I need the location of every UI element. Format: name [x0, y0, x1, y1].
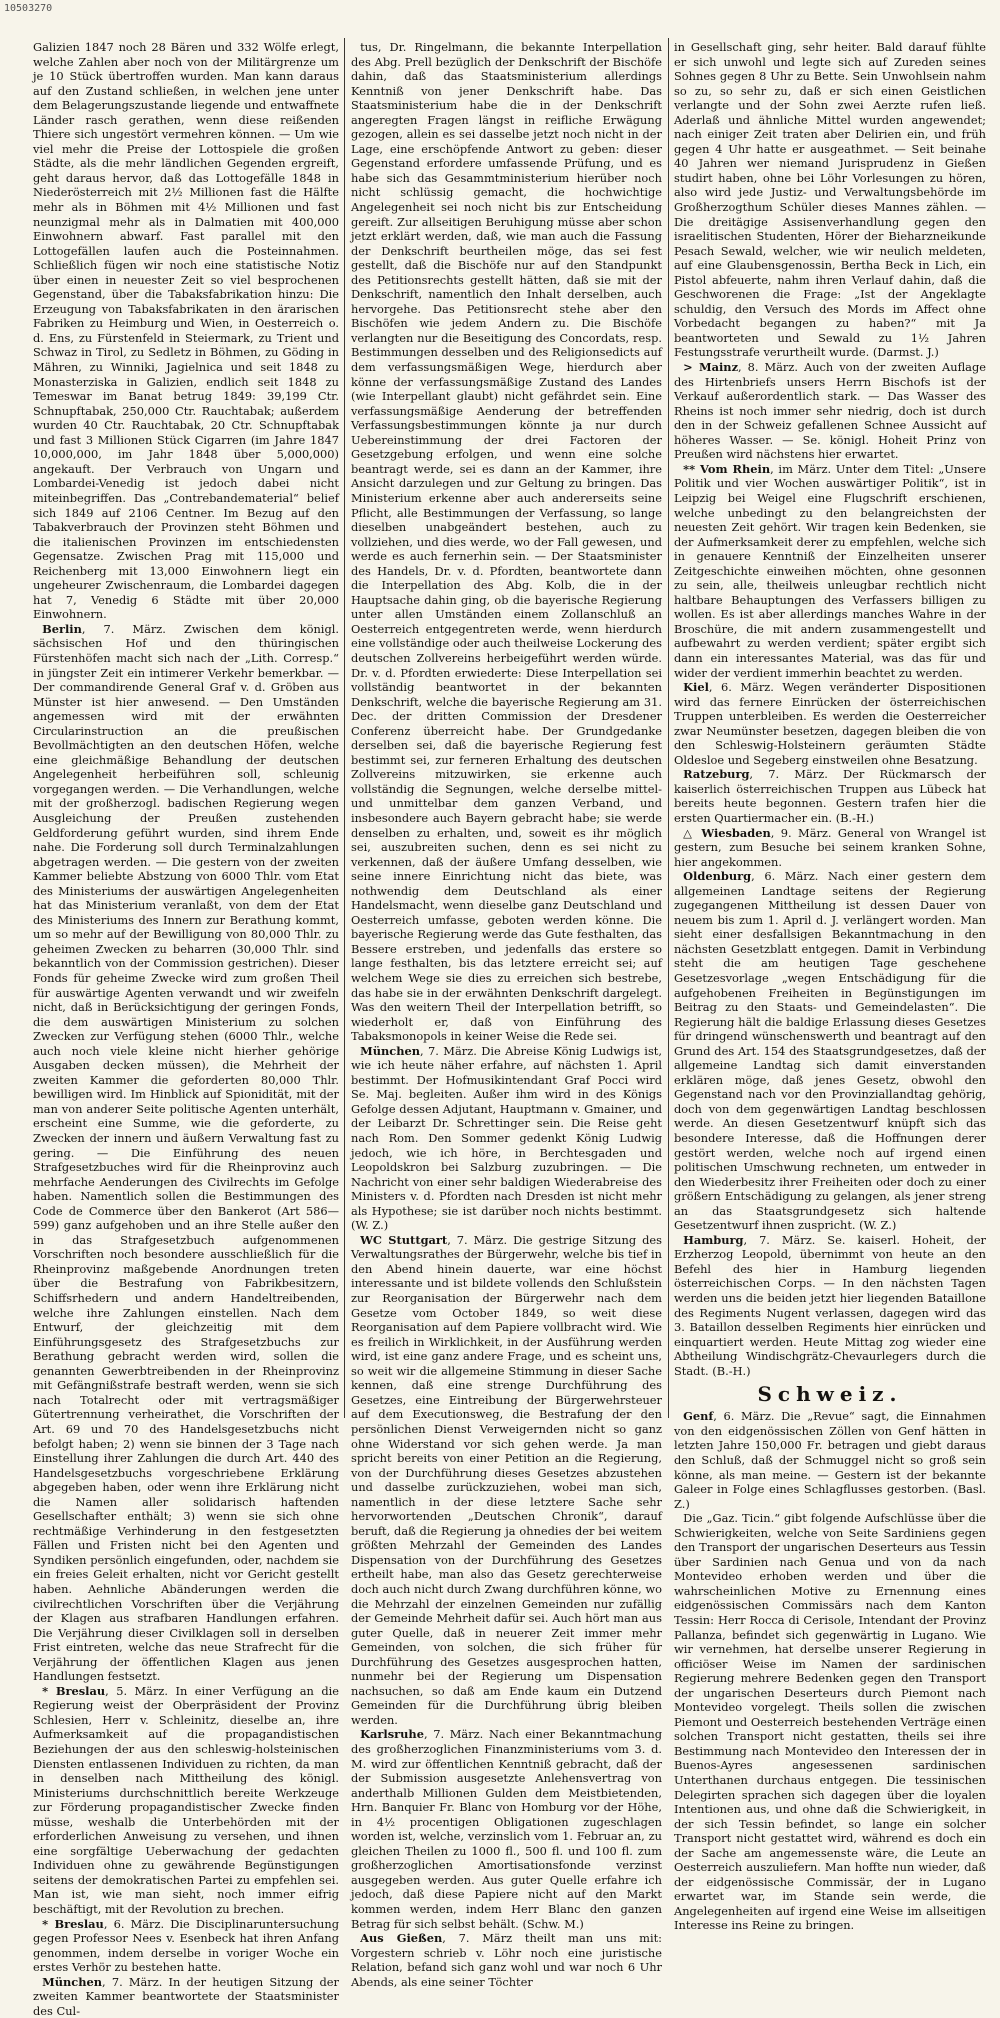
paragraph-text: , 7. März. In der heutigen Sitzung der zweiten Kammer beantwortete der Staatsminister des Cul-	[33, 1974, 339, 2018]
column-rule	[344, 38, 345, 1418]
article-paragraph	[33, 40, 339, 622]
paragraph-text: , 7. März. Nach einer Bekanntmachung des großherzoglichen Finanzministeriums vom 3. d. M. wird zur öffentlichen Kenntniß gebracht, daß der der Submission ausgesetzte Anlehensvertrag von anderthalb Millionen Gulden dem Meistbietenden, Hrn. Banquier Fr. Blanc von Homburg vor der Höhe, in 4½ procentigen Obligationen zugeschlagen worden ist, welche, verzinslich vom 1. Februar an, zu gleichen Theilen zu 1000 fl., 500 fl. und 100 fl. zum großherzoglichen Amortisationsfonde verzinst ausgegeben werden. Aus guter Quelle erfahre ich jedoch, daß diese Papiere nicht auf den Markt kommen werden, indem Herr Blanc den ganzen Betrag für sich selbst behält. (Schw. M.)	[351, 1727, 662, 1931]
dateline-place: Aus Gießen	[360, 1931, 443, 1946]
article-paragraph	[674, 462, 986, 680]
paragraph-text: , 7. März. Der Rückmarsch der kaiserlich österreichischen Truppen aus Lübeck hat bereits heute begonnen. Gestern trafen hier die ersten Quartiermacher ein. (B.-H.)	[674, 767, 986, 825]
dateline-place: > Mainz	[683, 360, 739, 375]
text-column-3	[674, 40, 987, 1933]
dateline-place: Karlsruhe	[360, 1727, 424, 1742]
dateline-place: München	[42, 1974, 103, 1989]
paragraph-text: , im März. Unter dem Titel: „Unsere Politik und vier Wochen auswärtiger Politik“, ist in Leipzig bei Weigel eine Flugschrift erschienen, welche unbedingt zu den belangreichsten der neuesten Zeit gehört. Wir tragen kein Bedenken, sie der Aufmerksamkeit derer zu empfehlen, welche sich in genauere Kenntniß der Einzelheiten unserer Zeitgeschichte einweihen möchten, ohne gesonnen zu sein, alle, theilweis unleugbar rechtlich nicht haltbare Behauptungen des Verfassers billigen zu wollen. Es ist aber allerdings manches Wahre in der Broschüre, die mit andern zusammengestellt und aufbewahrt zu werden verdient; später ergibt sich dann ein interessantes Material, was das für und wider der verdient immerhin beachtet zu werden.	[674, 461, 986, 680]
article-paragraph	[674, 680, 986, 767]
article-paragraph	[674, 360, 986, 462]
paragraph-text: , 9. März. General von Wrangel ist gestern, zum Besuche bei seinem kranken Sohne, hier angekommen.	[674, 825, 986, 869]
article-paragraph	[33, 1917, 339, 1975]
article-paragraph	[351, 1727, 662, 1931]
text-column-2	[351, 40, 663, 1989]
article-paragraph	[674, 767, 986, 825]
page-id: 10503270	[4, 3, 53, 14]
paragraph-text: , 7. März. Die gestrige Sitzung des Verwaltungsrathes der Bürgerwehr, welche bis tief in den Abend hinein dauerte, war eine höchst interessante und ist bildete vollends den Schlußstein zur Reorganisation der Bürgerwehr nach dem Gesetze vom October 1849, so weit diese Reorganisation auf dem Papiere vollbracht wird. Wie es freilich in Wirklichkeit, in der Ausführung werden wird, ist eine ganz andere Frage, und es scheint uns, so weit wir die allgemeine Stimmung in dieser Sache kennen, daß eine strenge Durchführung des Gesetzes, eine Eintreibung der Bürgerwehrsteuer auf dem Executionsweg, die Bestrafung der den persönlichen Dienst Verweigernden nicht so ganz ohne Widerstand vor sich gehen werde. Ja man spricht bereits von einer Petition an die Regierung, von der Durchführung dieses Gesetzes abzustehen und dasselbe zurückzuziehen, wobei man sich, namentlich in der diese letztere Sache sehr hervorwortenden „Deutschen Chronik“, darauf beruft, daß die Regierung ja ohnedies der bei weitem größten Mehrzahl der Gemeinden des Landes Dispensation von der Durchführung des Gesetzes ertheilt habe, man also das Gesetz gerechterweise doch auch nicht durch Zwang durchführen könne, wo die Mehrzahl der einzelnen Gemeinden nur zufällig der Gemeinde Mehrheit dafür sei. Auch hört man aus guter Quelle, daß in neuerer Zeit immer mehr Gemeinden, von solchen, die sich früher für Durchführung des Gesetzes ausgesprochen hatten, nunmehr bei der Regierung um Dispensation nachsuchen, so daß am Ende kaum ein Dutzend Gemeinden für die Durchführung übrig bleiben werden.	[351, 1232, 662, 1727]
dateline-place: * Breslau	[42, 1916, 104, 1931]
article-paragraph	[33, 622, 339, 1684]
paragraph-text: , 6. März. Nach einer gestern dem allgemeinen Landtage seitens der Regierung zugegangenen Mittheilung ist dessen Dauer von neuem bis zum 1. April d. J. verlängert worden. Man sieht einer desfallsigen Bekanntmachung in den nächsten Gesetzblatt entgegen. Damit in Verbindung steht die am heutigen Tage geschehene Gesetzesvorlage „wegen Entschädigung für die aufgehobenen Freiheiten in Begünstigungen im Beitrag zu den Staats- und Gemeindelasten“. Die Regierung hält die baldige Erlassung dieses Gesetzes für dringend wünschenswerth und beantragt auf den Grund des Art. 154 des Staatsgrundgesetzes, daß der allgemeine Landtag sich damit einverstanden erklären möge, daß jenes Gesetz, obwohl den Gegenstand nach vor den Provinziallandtag gehörig, doch von dem gegenwärtigen Landtag beschlossen werde. An diesen Gesetzentwurf knüpft sich das besondere Interesse, daß die Hoffnungen derer gestört werden, welche noch auf irgend einen politischen Umschwung rechneten, um entweder in den Wiederbesitz ihrer Freiheiten oder doch zu einer größern Entschädigung zu gelangen, als jener streng an das Staatsgrundgesetz sich haltende Gesetzentwurf ihnen zuspricht. (W. Z.)	[674, 869, 986, 1233]
paragraph-text: in Gesellschaft ging, sehr heiter. Bald darauf fühlte er sich unwohl und legte sich auf Zureden seines Sohnes gegen 8 Uhr zu Bette. Sein Unwohlsein nahm so zu, so sehr zu, daß er sich einen Geistlichen verlangte und der Sohn zwei Aerzte rufen ließ. Aderlaß und ähnliche Mittel wurden angewendet; nach einiger Zeit traten aber Delirien ein, und früh gegen 4 Uhr hatte er ausgeathmet. — Seit beinahe 40 Jahren wer niemand Jurisprudenz in Gießen studirt haben, ohne bei Löhr Vorlesungen zu hören, also wird jede Justiz- und Verwaltungsbehörde im Großherzogthum Schüler dieses Mannes zählen. — Die dreitägige Assisenverhandlung gegen den israelitischen Studenten, Hörer der Bieharzneikunde Pesach Sewald, welcher, wie wir neulich meldeten, auf eine Glaubensgenossin, Bertha Beck in Lich, ein Pistol abfeuerte, nahm ihren Verlauf dahin, daß die Geschworenen die Frage: „Ist der Angeklagte schuldig, den Versuch des Mords im Affect ohne Vorbedacht begangen zu haben?“ mit Ja beantworteten und Sewald zu 1½ Jahren Festungsstrafe verurtheilt wurde. (Darmst. J.)	[674, 40, 986, 360]
dateline-place: Kiel	[683, 680, 709, 695]
dateline-place: Oldenburg	[683, 869, 752, 884]
dateline-place: Hamburg	[683, 1232, 744, 1247]
paragraph-text: , 6. März. Wegen veränderter Dispositionen wird das fernere Einrücken der österreichischen Truppen unterbleiben. Es werden die Oesterreicher zwar Neumünster besetzen, dagegen bleiben die von den Schleswig-Holsteinern geräumten Städte Oldesloe und Segeberg einstweilen ohne Besatzung.	[674, 680, 986, 767]
article-paragraph	[674, 1511, 986, 1933]
paragraph-text: , 8. März. Auch von der zweiten Auflage des Hirtenbriefs unsers Herrn Bischofs ist der Verkauf außerordentlich stark. — Das Wasser des Rheins ist noch immer sehr niedrig, doch ist durch den in der Schweiz gefallenen Schnee Aussicht auf höheres Wasser. — Se. königl. Hoheit Prinz von Preußen wird nächstens hier erwartet.	[674, 360, 987, 462]
dateline-place: Ratzeburg	[683, 767, 750, 782]
dateline-place: München	[360, 1043, 421, 1058]
dateline-place: * Breslau	[42, 1683, 106, 1698]
paragraph-text: , 7. März. Se. kaiserl. Hoheit, der Erzherzog Leopold, übernimmt von heute an den Befehl des hier in Hamburg liegenden österreichischen Corps. — In den nächsten Tagen werden uns die beiden jetzt hier liegenden Bataillone des Regiments Nugent verlassen, dagegen wird das 3. Bataillon desselben Regiments hier einrücken und einquartiert werden. Heute Mittag zog wieder eine Abtheilung Windischgrätz-Chevaurlegers durch die Stadt. (B.-H.)	[674, 1232, 986, 1378]
article-paragraph	[674, 40, 986, 360]
section-heading: Schweiz.	[757, 1382, 903, 1407]
article-paragraph	[351, 1233, 662, 1728]
paragraph-text: , 6. März. Die Disciplinaruntersuchung gegen Professor Nees v. Esenbeck hat ihren Anfang genommen, indem derselbe in voriger Woche ein erstes Verhör zu bestehen hatte.	[33, 1916, 339, 1975]
article-paragraph	[33, 1975, 339, 2018]
article-paragraph	[351, 1044, 662, 1233]
paragraph-text: , 7. März. Zwischen dem königl. sächsischen Hof und den thüringischen Fürstenhöfen macht sich nach der „Lith. Corresp.“ in jüngster Zeit ein intimerer Verkehr bemerkbar. — Der commandirende General Graf v. d. Gröben aus Münster ist hier anwesend. — Den Umständen angemessen wird mit der erwähnten Circularinstruction an die preußischen Bevollmächtigten an den deutschen Höfen, welche eine gleichmäßige Behandlung der deutschen Angelegenheit herbeiführen soll, schleunig vorgegangen werden. — Die Verhandlungen, welche mit der großherzogl. badischen Regierung wegen Ausgleichung der Preußen zustehenden Geldforderung geführt wurden, sind ihrem Ende nahe. Die Forderung soll durch Terminalzahlungen abgetragen werden. — Die gestern von der zweiten Kammer beliebte Abstzung von 6000 Thlr. vom Etat des Ministeriums der auswärtigen Angelegenheiten hat das Ministerium veranlaßt, von dem der Etat des Ministeriums des Innern zur Berathung kommt, um so mehr auf der Bewilligung von 80,000 Thlr. zu geheimen Zwecken zu beharren (30,000 Thlr. sind bekanntlich von der Commission gestrichen). Dieser Fonds für geheime Zwecke wird zum großen Theil für auswärtige Agenten verwandt und wir zweifeln nicht, daß in Berücksichtigung der geringen Fonds, die dem auswärtigen Ministerium zu solchen Zwecken zur Verfügung stehen (6000 Thlr., welche auch noch viele kleine nicht hierher gehörige Ausgaben decken müssen), die Mehrheit der zweiten Kammer die geforderten 80,000 Thlr. bewilligen wird. Im Hinblick auf Spionidität, mit der man von anderer Seite politische Agenten unterhält, erscheint eine Summe, wie die geforderte, zu Zwecken der innern und äußern Verwaltung fast zu gering. — Die Einführung des neuen Strafgesetzbuches wird für die Rheinprovinz auch mehrfache Aenderungen des Civilrechts im Gefolge haben. Namentlich sollen die Bestimmungen des Code de Commerce über den Bankerot (Art 586—599) ganz aufgehoben und an ihre Stelle außer den in das Strafgesetzbuch aufgenommenen Vorschriften noch besondere ausschließlich für die Rheinprovinz maßgebende Anordnungen treten über die Bestrafung von Fabrikbesitzern, Schiffsrhedern und andern Handeltreibenden, welche ihre Zahlungen einstellen. Nach dem Entwurf, der gleichzeitig mit dem Einführungsgesetz des Strafgesetzbuchs zur Berathung gebracht werden wird, sollen die genannten Gewerbtreibenden in der Rheinprovinz mit Gefängnißstrafe bestraft werden, wenn sie sich nach Totalrecht oder mit vertragsmäßiger Gütertrennung verheirathet, die Vorschriften der Art. 69 und 70 des Handelsgesetzbuchs nicht befolgt haben; 2) wenn sie binnen der 3 Tage nach Einstellung ihrer Zahlungen die durch Art. 440 des Handelsgesetzbuchs vorgeschriebene Erklärung abgegeben haben, oder wenn ihre Erklärung nicht die Namen aller solidarisch haftenden Gesellschafter enthält; 3) wenn sie sich ohne rechtmäßige Verhinderung in den festgesetzten Fällen und Fristen nicht bei den Agenten und Syndiken persönlich eingefunden, oder, nachdem sie ein freies Geleit erhalten, nicht vor Gericht gestellt haben. Aehnliche Abänderungen werden die civilrechtlichen Vorschriften über die Verjährung der Klagen aus strafbaren Handlungen erfahren. Die Verjährung dieser Civilklagen soll in derselben Frist eintreten, welche das neue Strafrecht für die Verjährung der öffentlichen Klagen aus jenen Handlungen festsetzt.	[33, 621, 339, 1684]
paragraph-text: Galizien 1847 noch 28 Bären und 332 Wölfe erlegt, welche Zahlen aber noch von der Militärgrenze um je 10 Stück übertroffen wurden. Man kann daraus auf den Zustand schließen, in welchen jene unter dem Belagerungszustande liegende und entwaffnete Länder rasch gerathen, wenn diese reißenden Thiere sich ungestört vermehren können. — Um wie viel mehr die Preise der Lottospiele die großen Städte, als die mehr ländlichen Gegenden ergreift, geht daraus hervor, daß das Lottogefälle 1848 in Niederösterreich mit 2½ Millionen fast die Hälfte mehr als in Böhmen mit 4½ Millionen und fast neunzigmal mehr als in Dalmatien mit 400,000 Einwohnern abwarf. Fast parallel mit den Lottogefällen laufen auch die Posteinnahmen. Schließlich fügen wir noch eine statistische Notiz über einen in neuester Zeit so viel besprochenen Gegenstand, über die Tabaksfabrikation hinzu: Die Erzeugung von Tabaksfabrikaten in den ärarischen Fabriken zu Heimburg und Wien, in Oesterreich o. d. Ens, zu Fürstenfeld in Steiermark, zu Trient und Schwaz in Tirol, zu Sedletz in Böhmen, zu Göding in Mähren, zu Winniki, Jagielnica und seit 1848 zu Monasterziska in Galizien, endlich seit 1848 zu Temeswar im Banat betrug 1849: 39,199 Ctr. Schnupftabak, 250,000 Ctr. Rauchtabak; außerdem wurden 40 Ctr. Rauchtabak, 20 Ctr. Schnupftabak und fast 3 Millionen Stück Cigarren (im Jahre 1847 10,000,000, im Jahr 1848 über 5,000,000) angekauft. Der Verbrauch von Ungarn und Lombardei-Venedig ist jedoch dabei nicht miteinbegriffen. Das „Contrebandematerial“ belief sich 1849 auf 2106 Centner. Im Bezug auf den Tabakverbrauch der Provinzen steht Böhmen und die italienischen Provinzen im entschiedensten Gegensatze. Zwischen Prag mit 115,000 und Reichenberg mit 13,000 Einwohnern liegt ein ungeheurer Zwischenraum, die Lombardei dagegen hat 7, Venedig 6 Städte mit über 20,000 Einwohnern.	[33, 40, 339, 622]
dateline-place: △ Wiesbaden	[683, 825, 771, 840]
article-paragraph	[674, 1409, 986, 1511]
dateline-place: WC Stuttgart	[360, 1232, 448, 1247]
article-paragraph	[33, 1684, 339, 1917]
article-paragraph	[674, 826, 986, 870]
article-paragraph	[674, 869, 986, 1233]
paragraph-text: , 7. März. Die Abreise König Ludwigs ist, wie ich heute näher erfahre, auf nächsten 1. April bestimmt. Der Hofmusikintendant Graf Pocci wird Se. Maj. begleiten. Außer ihm wird in des Königs Gefolge dessen Adjutant, Hauptmann v. Gmainer, und der Leibarzt Dr. Schrettinger sein. Die Reise geht nach Rom. Den Sommer gedenkt König Ludwig jedoch, wie ich höre, in Berchtesgaden und Leopoldskron bei Salzburg zuzubringen. — Die Nachricht von einer sehr baldigen Wiederabreise des Ministers v. d. Pfordten nach Dresden ist nicht mehr als Hypothese; sie ist darüber noch nichts bestimmt. (W. Z.)	[351, 1043, 662, 1233]
paragraph-text: , 7. März theilt man uns mit: Vorgestern schrieb v. Löhr noch eine juristische Relation, befand sich ganz wohl und war noch 6 Uhr Abends, als eine seiner Töchter	[351, 1931, 663, 1989]
paragraph-text: tus, Dr. Ringelmann, die bekannte Interpellation des Abg. Prell bezüglich der Denkschrift der Bischöfe dahin, daß das Staatsministerium allerdings Kenntniß von jener Denkschrift habe. Das Staatsministerium habe die in der Denkschrift angeregten Fragen längst in reifliche Erwägung gezogen, allein es sei dasselbe jetzt noch nicht in der Lage, eine erschöpfende Antwort zu geben: dieser Gegenstand erfordere umfassende Prüfung, und es habe sich das Gesammtministerium hierüber noch nicht schlüssig gemacht, die hochwichtige Angelegenheit sei noch nicht bis zur Entscheidung gereift. Zur allseitigen Beruhigung müsse aber schon jetzt erklärt werden, daß, wie man auch die Fassung der Denkschrift beurtheilen möge, das sei fest gestellt, daß die Bischöfe nur auf den Standpunkt des Petitionsrechts gestellt hätten, daß sie mit der Denkschrift, namentlich den Inhalt derselben, auch hervorgehe. Das Petitionsrecht stehe aber den Bischöfen wie jedem Andern zu. Die Bischöfe verlangten nur die Beseitigung des Concordats, resp. Bestimmungen desselben und des Religionsedicts auf dem verfassungsmäßigen Wege, hierdurch aber könne der verfassungsmäßige Zustand des Landes (wie Interpellant glaubt) nicht gefährdet sein. Eine verfassungsmäßige Aenderung der betreffenden Verfassungsbestimmungen könnte ja nur durch Uebereinstimmung der drei Factoren der Gesetzgebung erfolgen, und wenn eine solche beantragt werde, sei es dann an der Kammer, ihre Ansicht darzulegen und zur Geltung zu bringen. Das Ministerium erkenne aber auch andererseits seine Pflicht, alle Bestimmungen der Verfassung, so lange dieselben unabgeändert bestehen, auch zu vollziehen, und dies werde, wo der Fall gewesen, und werde es auch fernerhin sein. — Der Staatsminister des Handels, Dr. v. d. Pfordten, beantwortete dann die Interpellation des Abg. Kolb, die in der Hauptsache dahin ging, ob die bayerische Regierung unter allen Umständen einem Zollanschluß an Oesterreich entgegentreten werde, wenn hierdurch eine vollständige oder auch theilweise Lockerung des deutschen Zollvereins herbeigeführt werden würde. Dr. v. d. Pfordten erwiederte: Diese Interpellation sei vollständig beantwortet in der bekannten Denkschrift, welche die bayerische Regierung am 31. Dec. der dritten Commission der Dresdener Conferenz überreicht habe. Der Grundgedanke derselben sei, daß die bayerische Regierung fest bestimmt sei, zur ferneren Erhaltung des deutschen Zollvereins mitzuwirken, sie erkenne auch vollständig die Segnungen, welche derselbe mittel- und unmittelbar dem ganzen Verband, und insbesondere auch Bayern gebracht habe; sie werde denselben zu erhalten, und, soweit es ihr möglich sei, auszubreiten suchen, denn es sei nicht zu verkennen, daß der äußere Umfang desselben, wie seine innere Einrichtung nicht das biete, was nothwendig dem Deutschland als einer Handelsmacht, wenn dieselbe ganz Deutschland und Oesterreich umfasse, geboten werden könne. Die bayerische Regierung werde das Gute festhalten, das Bessere erstreben, und jedenfalls das erstere so lange festhalten, bis das letztere erreicht sei; auf welchem Wege sie dies zu erreichen sich bestrebe, das habe sie in der erwähnten Denkschrift dargelegt. Was den weitern Theil der Interpellation betrifft, so wiederholt er, daß von Einführung des Tabaksmonopols in keiner Weise die Rede sei.	[351, 40, 662, 1044]
column-rule	[668, 38, 669, 1418]
text-column-1	[33, 40, 339, 2018]
paragraph-text: Die „Gaz. Ticin.“ gibt folgende Aufschlüsse über die Schwierigkeiten, welche von Seite Sardiniens gegen den Transport der ungarischen Deserteurs aus Tessin über Sardinien nach Genua und von da nach Montevideo erhoben werden und über die wahrscheinlichen Motive zu Ernennung eines eidgenössischen Commissärs nach dem Kanton Tessin: Herr Rocca di Cerisole, Intendant der Provinz Pallanza, befindet sich gegenwärtig in Lugano. Wie wir vernehmen, hat derselbe unserer Regierung in officiöser Weise im Namen der sardinischen Regierung mehrere Bedenken gegen den Transport der ungarischen Deserteurs durch Piemont nach Montevideo vorgelegt. Theils sollen die zwischen Piemont und Oesterreich bestehenden Verträge einen solchen Transport nicht gestatten, theils sei ihre Bestimmung nach Montevideo den Interessen der in Buenos-Ayres angesessenen sardinischen Unterthanen durchaus entgegen. Die tessinischen Delegirten sprachen sich dagegen über die loyalen Intentionen aus, und ohne daß die Schwierigkeit, in der sich Tessin befindet, so lange ein solcher Transport nicht gestattet wird, während es doch ein der Sache am angemessenste wäre, die Leute an Oesterreich auszuliefern. Man hoffte nun wieder, daß der eidgenössische Commissär, der in Lugano erwartet war, im Stande sein werde, die Angelegenheiten auf irgend eine Weise im allseitigen Interesse ins Reine zu bringen.	[674, 1511, 986, 1933]
paragraph-text: , 5. März. In einer Verfügung an die Regierung weist der Oberpräsident der Provinz Schlesien, Herr v. Schleinitz, dieselbe an, ihre Aufmerksamkeit auf die propagandistischen Beziehungen der aus den schleswig-holsteinischen Diensten entlassenen Individuen zu richten, da man in denselben nach Mittheilung des königl. Ministeriums durchschnittlich bereite Werkzeuge zur Förderung propagandistischer Zwecke finden müsse, weshalb die Unterbehörden mit der erforderlichen Anweisung zu versehen, und ihnen eine sorgfältige Ueberwachung der gedachten Individuen ohne zu gewährende Begünstigungen seitens der demokratischen Partei zu empfehlen sei. Man ist, wie man sieht, noch immer eifrig beschäftigt, mit der Revolution zu brechen.	[33, 1683, 339, 1916]
article-paragraph	[351, 40, 662, 1044]
article-paragraph	[674, 1233, 986, 1378]
dateline-place: Genf	[683, 1409, 714, 1424]
dateline-place: Berlin	[42, 621, 82, 636]
dateline-place: ** Vom Rhein	[683, 461, 771, 476]
article-paragraph	[351, 1931, 662, 1989]
paragraph-text: , 6. März. Die „Revue“ sagt, die Einnahmen von den eidgenössischen Zöllen von Genf hätten in letzten Jahre 150,000 Fr. betragen und giebt daraus den Schluß, daß der Schmuggel nicht so groß sein könne, als man meine. — Gestern ist der bekannte Galeer in Folge eines Schlagflusses gestorben. (Basl. Z.)	[674, 1409, 986, 1511]
